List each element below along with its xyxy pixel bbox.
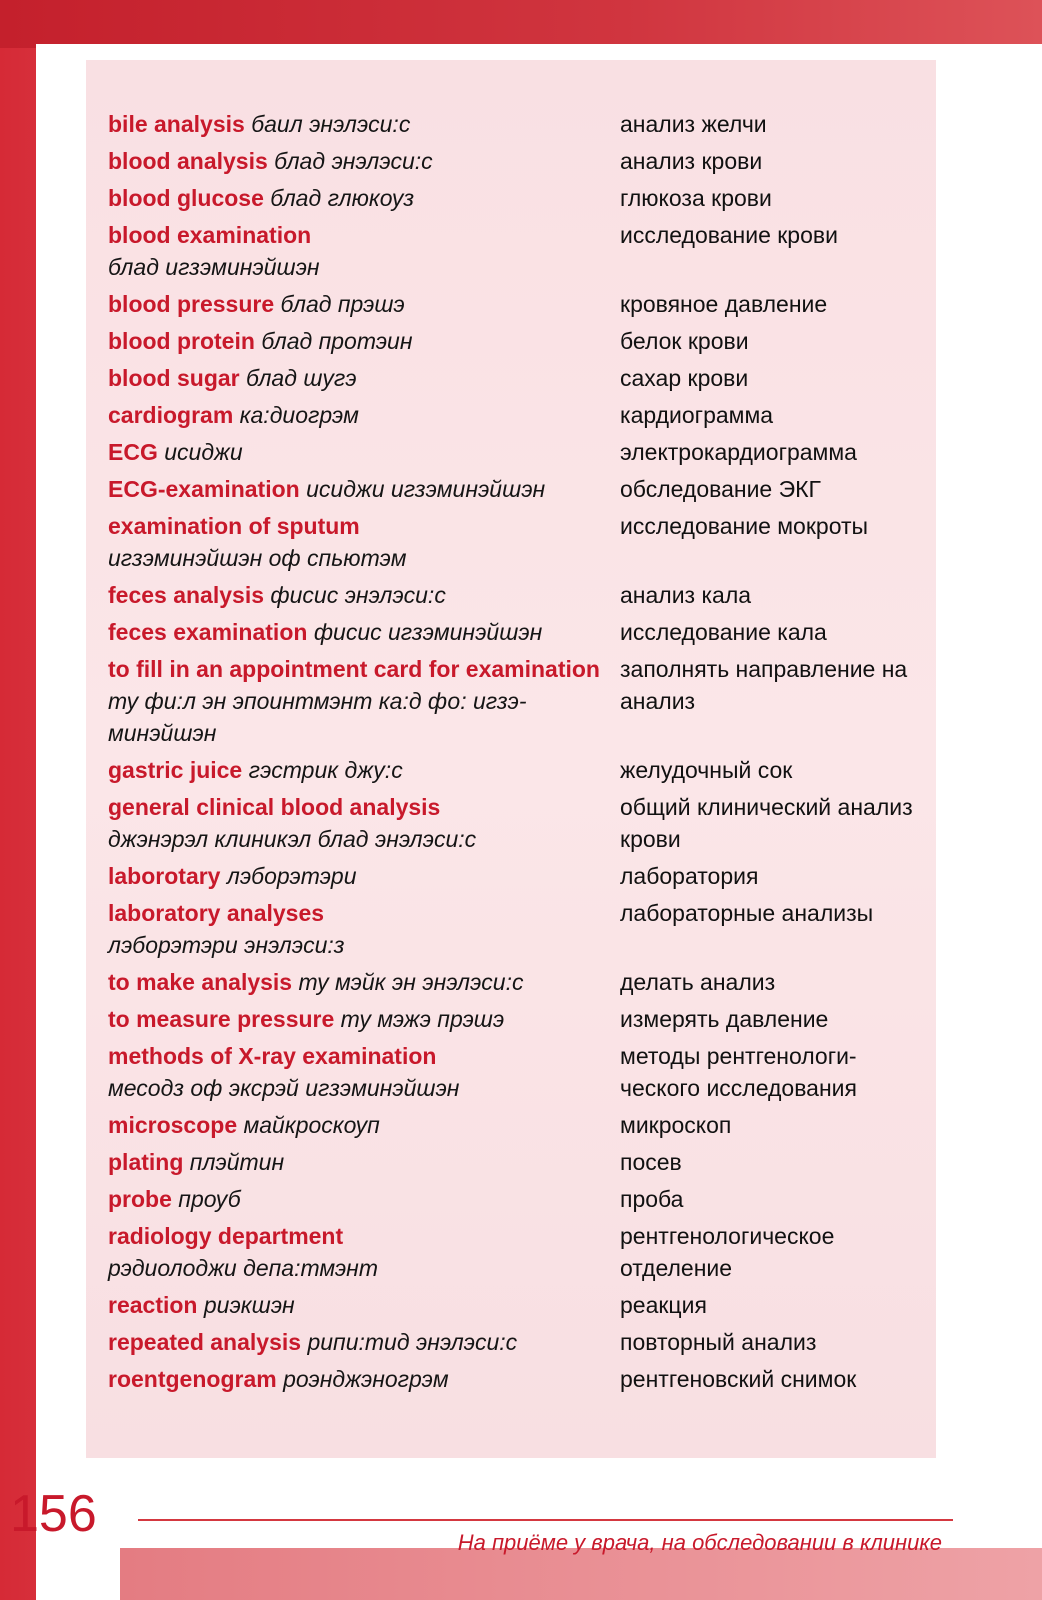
entry-term: ECG-examination bbox=[108, 476, 300, 502]
entry-transcription: роэнджэногрэм bbox=[283, 1366, 449, 1392]
entry-term: laboratory analyses bbox=[108, 900, 325, 926]
entry-english bbox=[108, 791, 620, 855]
entry-english bbox=[108, 897, 620, 961]
entry-term: feces analysis bbox=[108, 582, 265, 608]
entry-transcription: рэдиолоджи депа:тмэнт bbox=[108, 1255, 378, 1281]
entry-transcription: лэборэтэри энэлэси:з bbox=[108, 932, 345, 958]
vocab-entry bbox=[108, 510, 928, 574]
entry-english bbox=[108, 288, 620, 320]
entry-transcription: проуб bbox=[178, 1186, 241, 1212]
vocab-entry bbox=[108, 473, 928, 505]
entry-term: general clinical blood analysis bbox=[108, 794, 441, 820]
entry-transcription: блад глюкоуз bbox=[270, 185, 415, 211]
entry-transcription: месодз оф эксрэй игзэминэйшэн bbox=[108, 1075, 460, 1101]
entry-russian: желудочный сок bbox=[620, 757, 793, 783]
entry-russian: исследование мокроты bbox=[620, 513, 869, 539]
entry-transcription: блад шугэ bbox=[246, 365, 357, 391]
entry-russian: обследование ЭКГ bbox=[620, 476, 821, 502]
entry-transcription: лэборэтэри bbox=[226, 863, 357, 889]
entry-transcription: блад энэлэси:с bbox=[274, 148, 433, 174]
entry-english bbox=[108, 1146, 620, 1178]
entry-english bbox=[108, 754, 620, 786]
entry-english bbox=[108, 579, 620, 611]
entry-english bbox=[108, 145, 620, 177]
entry-english bbox=[108, 1289, 620, 1321]
entry-transcription: рипи:тид энэлэси:с bbox=[307, 1329, 518, 1355]
entry-english bbox=[108, 108, 620, 140]
vocab-entry bbox=[108, 145, 928, 177]
entry-russian: глюкоза крови bbox=[620, 185, 772, 211]
entry-english bbox=[108, 436, 620, 468]
entry-russian: рентгенологическое отделение bbox=[620, 1223, 835, 1281]
entry-english bbox=[108, 966, 620, 998]
vocab-entry bbox=[108, 1363, 928, 1395]
vocab-entry bbox=[108, 1183, 928, 1215]
vocab-entry bbox=[108, 1289, 928, 1321]
entry-english bbox=[108, 1003, 620, 1035]
entry-term: blood analysis bbox=[108, 148, 268, 174]
entry-term: probe bbox=[108, 1186, 172, 1212]
entry-transcription: гэстрик джу:с bbox=[248, 757, 403, 783]
entry-english bbox=[108, 860, 620, 892]
entry-english bbox=[108, 1363, 620, 1395]
entry-term: feces examination bbox=[108, 619, 308, 645]
vocab-entry bbox=[108, 966, 928, 998]
entry-transcription: риэкшэн bbox=[203, 1292, 295, 1318]
vocab-entry bbox=[108, 436, 928, 468]
entry-russian: белок крови bbox=[620, 328, 749, 354]
entry-term: methods of X-ray examination bbox=[108, 1043, 437, 1069]
vocab-entry bbox=[108, 362, 928, 394]
entry-english bbox=[108, 219, 620, 283]
entry-russian: анализ кала bbox=[620, 582, 752, 608]
entry-russian: кровяное давление bbox=[620, 291, 828, 317]
entry-transcription: джэнэрэл клиникэл блад энэлэси:с bbox=[108, 826, 477, 852]
entry-transcription: ка:диогрэм bbox=[239, 402, 359, 428]
entry-term: radiology department bbox=[108, 1223, 344, 1249]
vocab-entry bbox=[108, 288, 928, 320]
entry-transcription: игзэминэйшэн оф спьютэм bbox=[108, 545, 407, 571]
entry-english bbox=[108, 325, 620, 357]
vocabulary-list bbox=[108, 108, 928, 1400]
entry-term: plating bbox=[108, 1149, 184, 1175]
entry-english bbox=[108, 182, 620, 214]
vocab-entry bbox=[108, 325, 928, 357]
footer-rule bbox=[138, 1519, 953, 1521]
entry-english bbox=[108, 653, 620, 749]
entry-english bbox=[108, 1326, 620, 1358]
vocab-entry bbox=[108, 1040, 928, 1104]
vocab-entry bbox=[108, 1109, 928, 1141]
entry-term: roentgenogram bbox=[108, 1366, 277, 1392]
vocab-entry bbox=[108, 108, 928, 140]
entry-russian: посев bbox=[620, 1149, 682, 1175]
entry-term: examination of sputum bbox=[108, 513, 360, 539]
entry-russian: исследование крови bbox=[620, 222, 838, 248]
entry-russian: измерять давление bbox=[620, 1006, 829, 1032]
entry-russian: анализ крови bbox=[620, 148, 763, 174]
entry-term: cardiogram bbox=[108, 402, 234, 428]
entry-english bbox=[108, 362, 620, 394]
entry-transcription: майкроскоуп bbox=[243, 1112, 380, 1138]
entry-english bbox=[108, 399, 620, 431]
entry-term: gastric juice bbox=[108, 757, 243, 783]
entry-transcription: ту мэжэ прэшэ bbox=[340, 1006, 505, 1032]
entry-term: repeated analysis bbox=[108, 1329, 302, 1355]
entry-russian: исследование кала bbox=[620, 619, 827, 645]
vocab-entry bbox=[108, 791, 928, 855]
vocab-entry bbox=[108, 616, 928, 648]
entry-russian: общий клинический анализ крови bbox=[620, 794, 913, 852]
entry-english bbox=[108, 473, 620, 505]
entry-transcription: ту фи:л эн эпоинтмэнт ка:д фо: игзэ-минэйшэн bbox=[108, 688, 527, 746]
vocab-entry bbox=[108, 1146, 928, 1178]
entry-russian: лабораторные анализы bbox=[620, 900, 874, 926]
entry-term: ECG bbox=[108, 439, 158, 465]
entry-english bbox=[108, 1040, 620, 1104]
entry-russian: сахар крови bbox=[620, 365, 749, 391]
entry-russian: методы рентгенологи-ческого исследования bbox=[620, 1043, 857, 1101]
entry-term: to measure pressure bbox=[108, 1006, 335, 1032]
vocab-entry bbox=[108, 860, 928, 892]
entry-term: blood glucose bbox=[108, 185, 264, 211]
entry-english bbox=[108, 510, 620, 574]
entry-term: microscope bbox=[108, 1112, 238, 1138]
entry-russian: проба bbox=[620, 1186, 684, 1212]
vocab-entry bbox=[108, 399, 928, 431]
entry-transcription: исиджи игзэминэйшэн bbox=[306, 476, 546, 502]
entry-russian: анализ желчи bbox=[620, 111, 767, 137]
entry-term: to make analysis bbox=[108, 969, 293, 995]
vocab-entry bbox=[108, 1003, 928, 1035]
entry-russian: заполнять направление на анализ bbox=[620, 656, 908, 714]
vocab-entry bbox=[108, 1220, 928, 1284]
vocab-entry bbox=[108, 653, 928, 749]
entry-transcription: блад протэин bbox=[261, 328, 413, 354]
entry-transcription: ту мэйк эн энэлэси:с bbox=[298, 969, 524, 995]
entry-term: blood pressure bbox=[108, 291, 275, 317]
entry-russian: электрокардиограмма bbox=[620, 439, 857, 465]
entry-term: reaction bbox=[108, 1292, 198, 1318]
entry-term: blood protein bbox=[108, 328, 255, 354]
entry-russian: кардиограмма bbox=[620, 402, 774, 428]
entry-english bbox=[108, 1109, 620, 1141]
entry-transcription: плэйтин bbox=[189, 1149, 285, 1175]
entry-term: blood sugar bbox=[108, 365, 240, 391]
entry-english bbox=[108, 616, 620, 648]
entry-term: laborotary bbox=[108, 863, 221, 889]
vocab-entry bbox=[108, 579, 928, 611]
entry-term: to fill in an appointment card for examination bbox=[108, 656, 600, 682]
entry-english bbox=[108, 1183, 620, 1215]
entry-english bbox=[108, 1220, 620, 1284]
top-color-band bbox=[0, 0, 1042, 48]
vocab-entry bbox=[108, 897, 928, 961]
entry-russian: повторный анализ bbox=[620, 1329, 817, 1355]
entry-transcription: баил энэлэси:с bbox=[251, 111, 411, 137]
entry-transcription: фисис энэлэси:с bbox=[270, 582, 446, 608]
entry-russian: лаборатория bbox=[620, 863, 759, 889]
entry-term: blood examination bbox=[108, 222, 312, 248]
entry-transcription: исиджи bbox=[164, 439, 243, 465]
vocab-entry bbox=[108, 1326, 928, 1358]
page-number: 156 bbox=[10, 1485, 97, 1543]
entry-russian: микроскоп bbox=[620, 1112, 732, 1138]
entry-transcription: фисис игзэминэйшэн bbox=[313, 619, 543, 645]
vocab-entry bbox=[108, 219, 928, 283]
entry-russian: реакция bbox=[620, 1292, 707, 1318]
entry-transcription: блад прэшэ bbox=[280, 291, 405, 317]
entry-transcription: блад игзэминэйшэн bbox=[108, 254, 320, 280]
running-title: На приёме у врача, на обследовании в клинике bbox=[457, 1530, 942, 1555]
vocab-entry bbox=[108, 754, 928, 786]
entry-term: bile analysis bbox=[108, 111, 245, 137]
vocab-entry bbox=[108, 182, 928, 214]
entry-russian: делать анализ bbox=[620, 969, 776, 995]
entry-russian: рентгеновский снимок bbox=[620, 1366, 857, 1392]
